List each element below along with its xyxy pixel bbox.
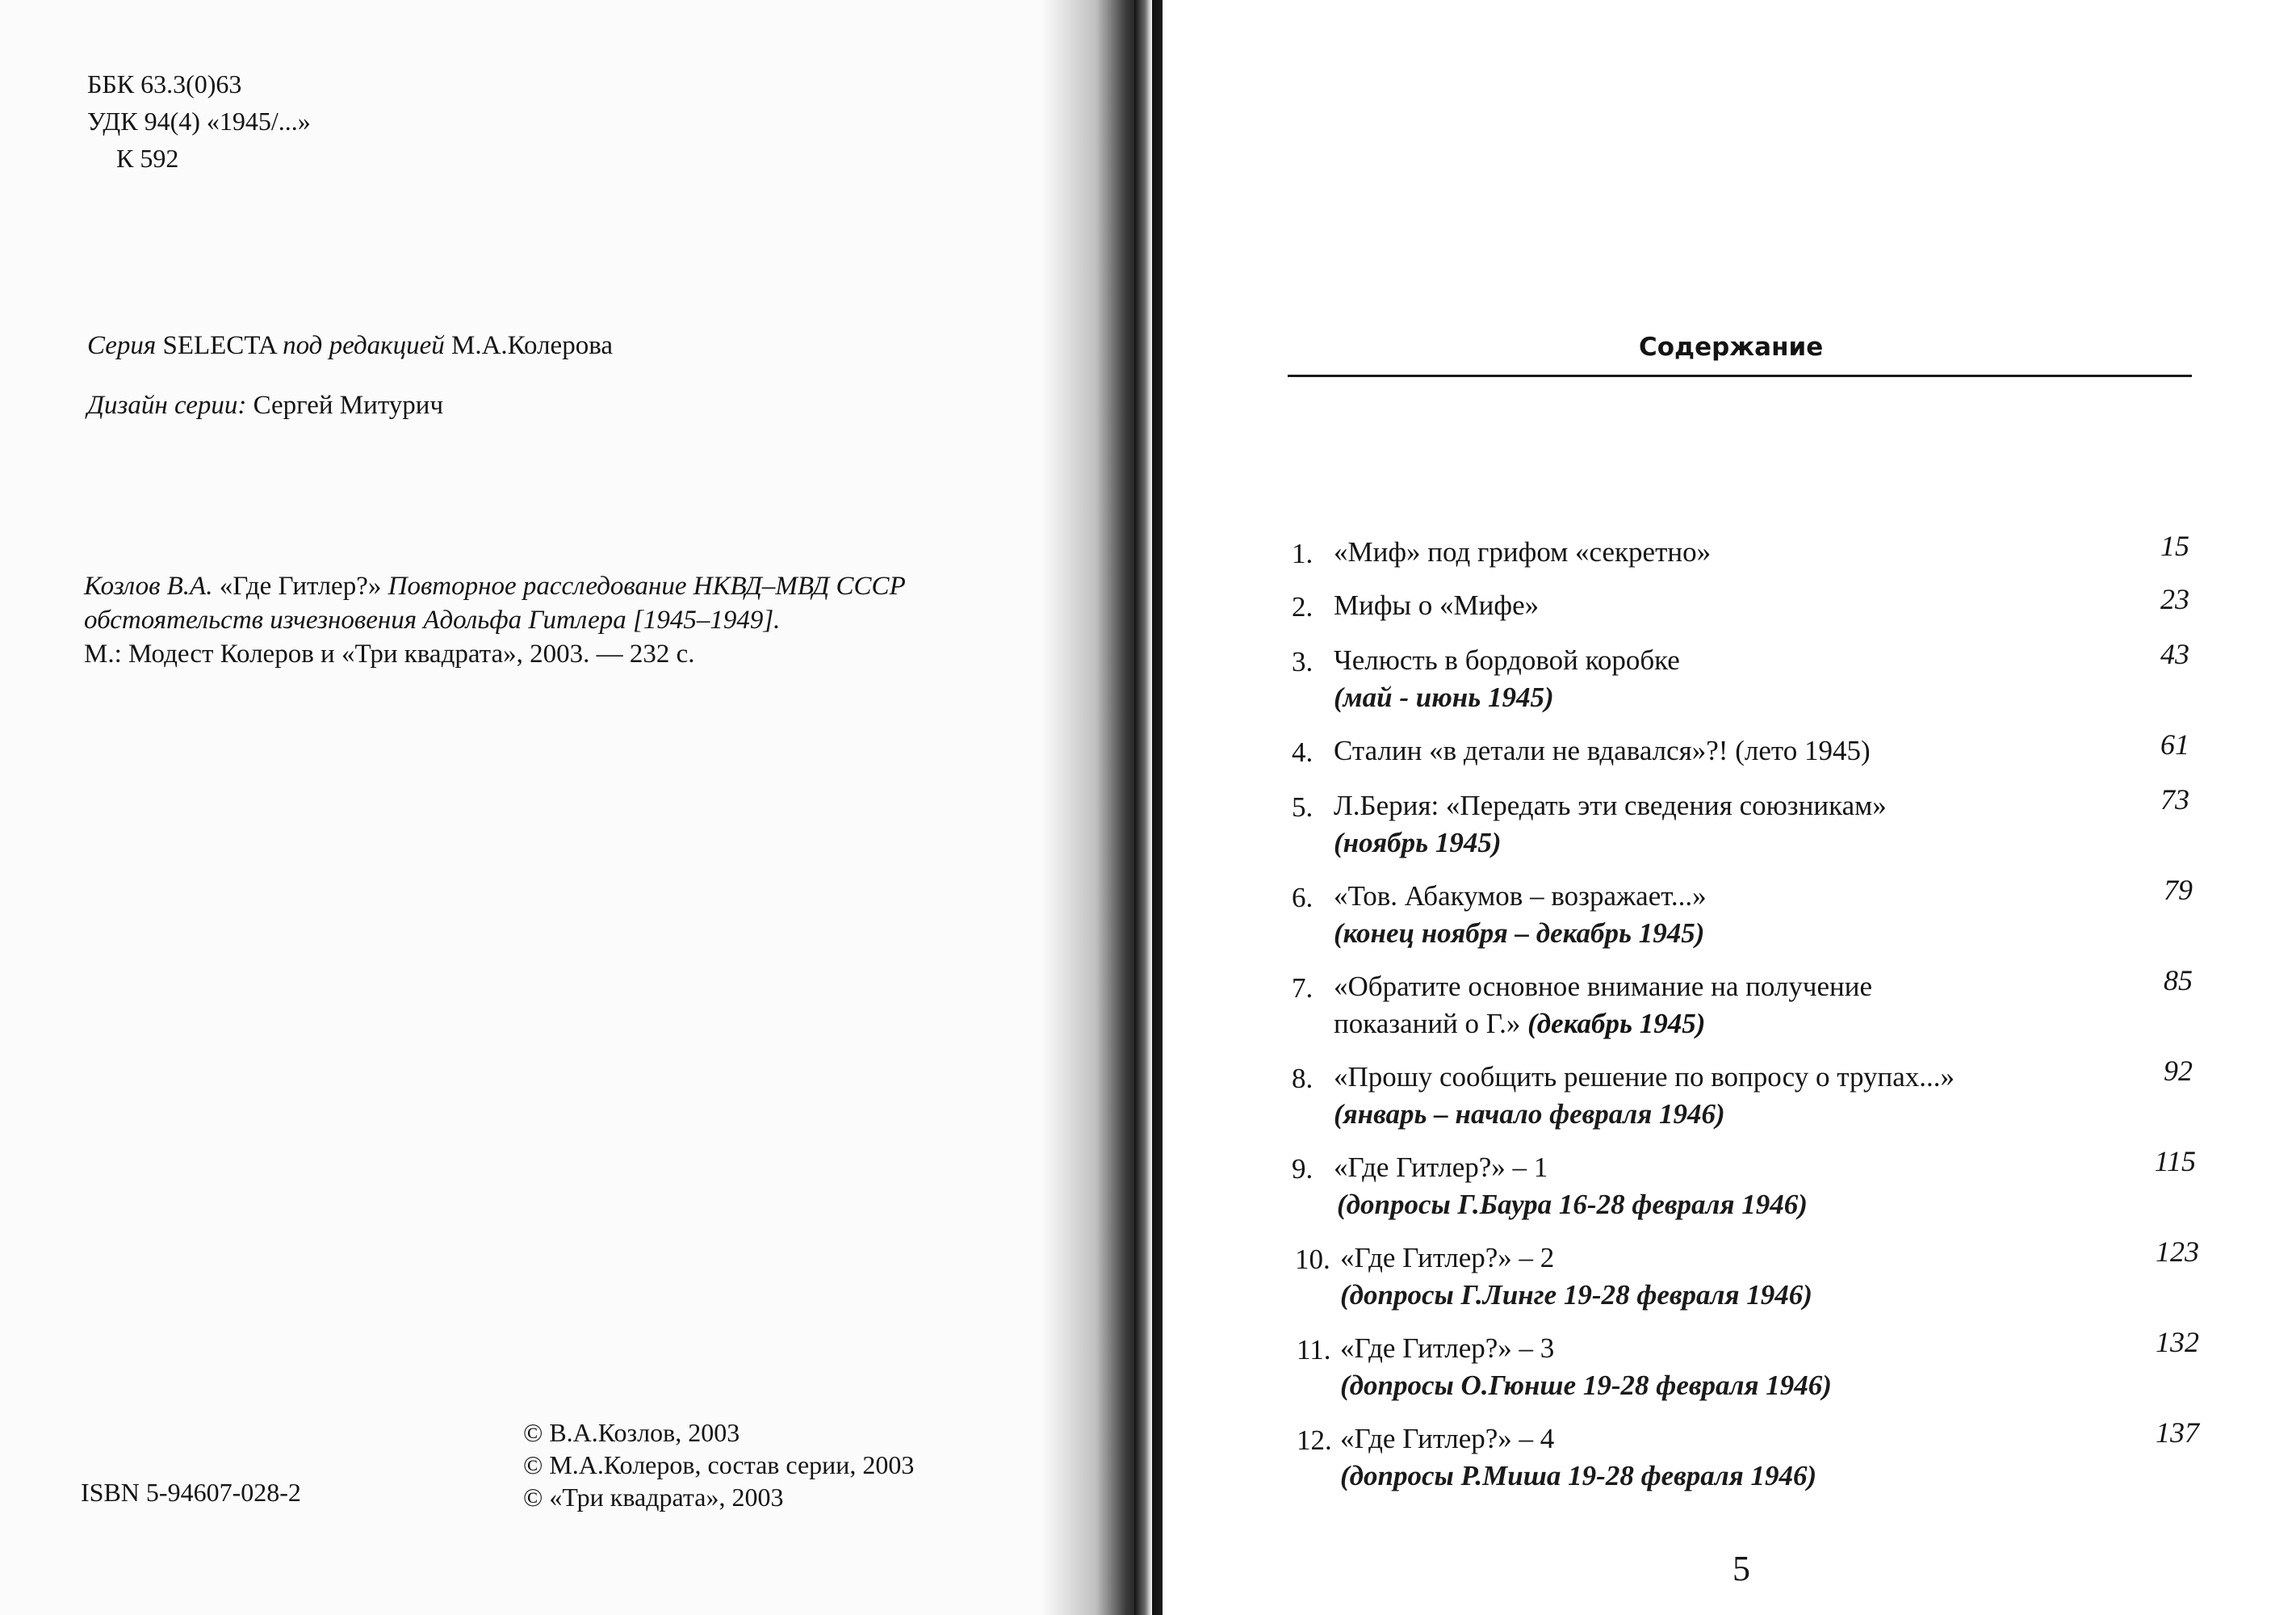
toc-entry-number: 11. [1297,1334,1331,1365]
toc-entry-page: 115 [2154,1145,2196,1177]
copyright-author: © В.А.Козлов, 2003 [523,1418,740,1447]
toc-entry-subtitle: (допросы Г.Баура 16-28 февраля 1946) [1337,1189,1808,1220]
toc-entry-title: «Прошу сообщить решение по вопросу о трупах...» [1334,1061,1955,1093]
toc-entry-number: 10. [1295,1244,1330,1275]
bib-author: Козлов В.А. [84,572,213,601]
toc-entry-page: 137 [2156,1416,2199,1449]
series-design-line [87,389,443,422]
series-label: Серия [87,331,157,360]
toc-title: Содержание [1639,333,1824,362]
toc-entry-page: 73 [2160,783,2189,816]
toc-entry-page: 61 [2160,728,2189,761]
series-editor: М.А.Колерова [450,331,613,360]
toc-entry-subtitle: (допросы О.Гюнше 19-28 февраля 1946) [1340,1370,1832,1401]
toc-entry-page: 132 [2156,1326,2199,1358]
bib-subtitle-2: обстоятельств изчезновения Адольфа Гитлера [84,606,626,635]
toc-entry-subtitle: (декабрь 1945) [1527,1008,1706,1039]
udk-code: УДК 94(4) «1945/...» [87,107,311,136]
bib-line-1 [84,570,906,602]
left-page [0,0,1114,1615]
bib-line-2 [84,604,780,636]
toc-entry-page: 123 [2156,1235,2199,1268]
book-gutter-edge [1134,0,1152,1615]
series-editor-label: под редакцией [283,331,445,360]
toc-entry-title: Л.Берия: «Передать эти сведения союзникам» [1334,790,1887,821]
toc-entry-page: 79 [2164,874,2193,906]
toc-entry-number: 5. [1292,791,1313,823]
bib-years: [1945–1949]. [633,606,781,635]
copyright-publisher: © «Три квадрата», 2003 [523,1483,784,1512]
toc-entry-page: 15 [2160,530,2189,562]
toc-entry-title: «Где Гитлер?» – 3 [1340,1332,1555,1364]
toc-entry-title: «Обратите основное внимание на получение [1334,971,1872,1002]
toc-entry-subtitle: (май - июнь 1945) [1334,682,1554,713]
toc-entry-number: 8. [1292,1063,1313,1094]
toc-entry-subtitle: (допросы Р.Миша 19-28 февраля 1946) [1340,1460,1817,1491]
bib-title: «Где Гитлер?» [219,572,382,601]
toc-entry-title: «Где Гитлер?» – 2 [1340,1242,1555,1273]
toc-entry-page: 85 [2164,964,2193,996]
copyright-series: © М.А.Колеров, состав серии, 2003 [523,1450,915,1479]
toc-entry-subtitle: (допросы Г.Линге 19-28 февраля 1946) [1340,1279,1812,1311]
toc-entry-title: «Миф» под грифом «секретно» [1334,536,1712,568]
toc-entry-title: «Где Гитлер?» – 4 [1340,1423,1555,1454]
toc-entry-number: 2. [1292,591,1313,623]
bib-imprint: М.: Модест Колеров и «Три квадрата», 2003. — 232 с. [84,640,695,669]
author-mark: К 592 [116,144,179,173]
toc-entry-title: «Где Гитлер?» – 1 [1334,1151,1548,1183]
isbn: ISBN 5-94607-028-2 [81,1478,301,1507]
bib-subtitle-1: Повторное расследование НКВД–МВД СССР [388,572,906,601]
toc-entry-title: Челюсть в бордовой коробке [1334,644,1680,676]
series-designer: Сергей Митурич [253,391,444,420]
bbk-code: ББК 63.3(0)63 [87,69,242,99]
toc-entry-title: «Тов. Абакумов – возражает...» [1334,880,1707,912]
toc-entry-title-continued [1334,1006,1705,1042]
toc-entry-number: 1. [1292,538,1313,569]
toc-entry-number: 3. [1292,646,1313,677]
toc-entry-page: 92 [2164,1055,2193,1087]
series-design-label: Дизайн серии: [87,391,247,420]
toc-rule [1288,375,2192,377]
series-line [87,329,613,362]
toc-entry-number: 9. [1292,1153,1313,1185]
toc-entry-number: 6. [1292,882,1313,913]
toc-entry-subtitle: (январь – начало февраля 1946) [1334,1098,1725,1130]
toc-entry-subtitle: (ноябрь 1945) [1334,827,1502,858]
toc-entry-number: 7. [1292,972,1313,1004]
toc-entry-title: Сталин «в детали не вдавался»?! (лето 1945) [1334,735,1871,766]
page-number: 5 [1732,1549,1750,1588]
toc-entry-number: 12. [1297,1424,1332,1456]
series-name: SELECTA [162,331,276,360]
toc-entry-title: Мифы о «Мифе» [1334,589,1540,621]
toc-entry-page: 43 [2160,638,2189,670]
toc-entry-number: 4. [1292,736,1313,768]
toc-entry-page: 23 [2160,583,2189,615]
toc-entry-title-part: показаний о Г.» [1334,1008,1521,1039]
toc-entry-subtitle: (конец ноября – декабрь 1945) [1334,917,1705,949]
